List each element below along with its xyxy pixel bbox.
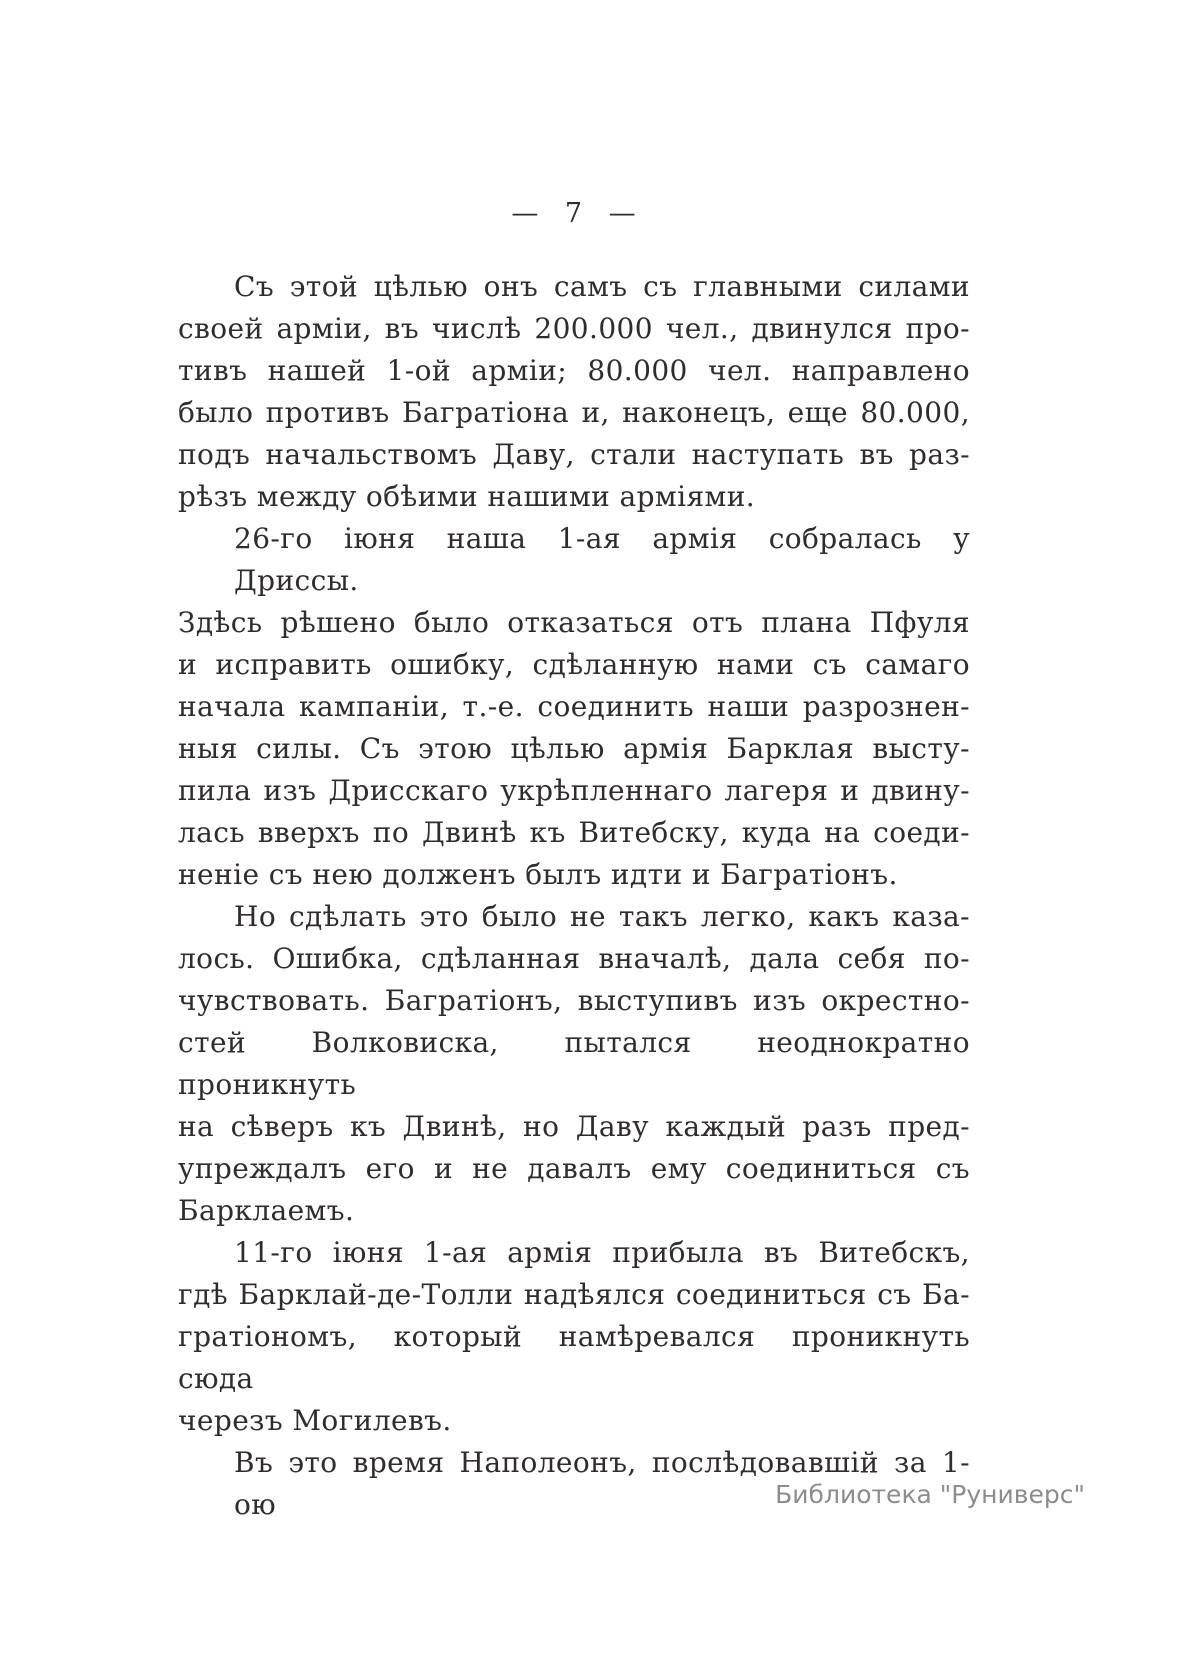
text-line: гратіономъ, который намѣревался проникнуть сюда (178, 1320, 970, 1395)
text-line: 11-го іюня 1-ая армія прибыла въ Витебскъ, (234, 1236, 970, 1269)
text-line: Барклаемъ. (178, 1194, 355, 1227)
text-line: Съ этой цѣлью онъ самъ съ главными силами (234, 270, 970, 303)
text-line: пила изъ Дрисскаго укрѣпленнаго лагеря и двину- (178, 774, 970, 807)
text-line: черезъ Могилевъ. (178, 1404, 452, 1437)
text-line: своей арміи, въ числѣ 200.000 чел., двинулся про- (178, 312, 970, 345)
text-line: лась вверхъ по Двинѣ къ Витебску, куда на соеди- (178, 816, 970, 849)
paragraph (178, 266, 970, 518)
page-text (178, 266, 970, 1526)
paragraph (178, 1232, 970, 1442)
text-line: чувствовать. Багратіонъ, выступивъ изъ окрестно- (178, 984, 970, 1017)
watermark: Библиотека "Руниверс" (775, 1480, 1085, 1509)
page-number: — 7 — (511, 198, 637, 229)
text-line: начала кампаніи, т.-е. соединить наши разрознен- (178, 690, 970, 723)
text-line: лось. Ошибка, сдѣланная вначалѣ, дала себя по- (178, 942, 970, 975)
text-line: Здѣсь рѣшено было отказаться отъ плана Пфуля (178, 606, 970, 639)
text-line: Но сдѣлать это было не такъ легко, какъ каза- (234, 900, 970, 933)
text-line: неніе съ нею долженъ былъ идти и Багратіонъ. (178, 858, 898, 891)
text-line: на сѣверъ къ Двинѣ, но Даву каждый разъ пред- (178, 1110, 970, 1143)
text-line: тивъ нашей 1-ой арміи; 80.000 чел. направлено (178, 354, 970, 387)
text-line: стей Волковиска, пытался неоднократно проникнуть (178, 1026, 970, 1101)
text-line: гдѣ Барклай-де-Толли надѣялся соединиться съ Ба- (178, 1278, 970, 1311)
text-line: 26-го іюня наша 1-ая армія собралась у Дриссы. (234, 522, 970, 597)
paragraph (178, 518, 970, 896)
text-line: упреждалъ его и не давалъ ему соединиться съ (178, 1152, 970, 1185)
text-line: и исправить ошибку, сдѣланную нами съ самаго (178, 648, 970, 681)
text-line: рѣзъ между обѣими нашими арміями. (178, 480, 756, 513)
text-line: подъ начальствомъ Даву, стали наступать въ раз- (178, 438, 970, 471)
text-line: было противъ Багратіона и, наконецъ, еще 80.000, (178, 396, 970, 429)
text-line: Въ это время Наполеонъ, послѣдовавшій за 1-ою (234, 1446, 970, 1521)
text-line: ныя силы. Съ этою цѣлью армія Барклая высту- (178, 732, 970, 765)
paragraph (178, 896, 970, 1232)
